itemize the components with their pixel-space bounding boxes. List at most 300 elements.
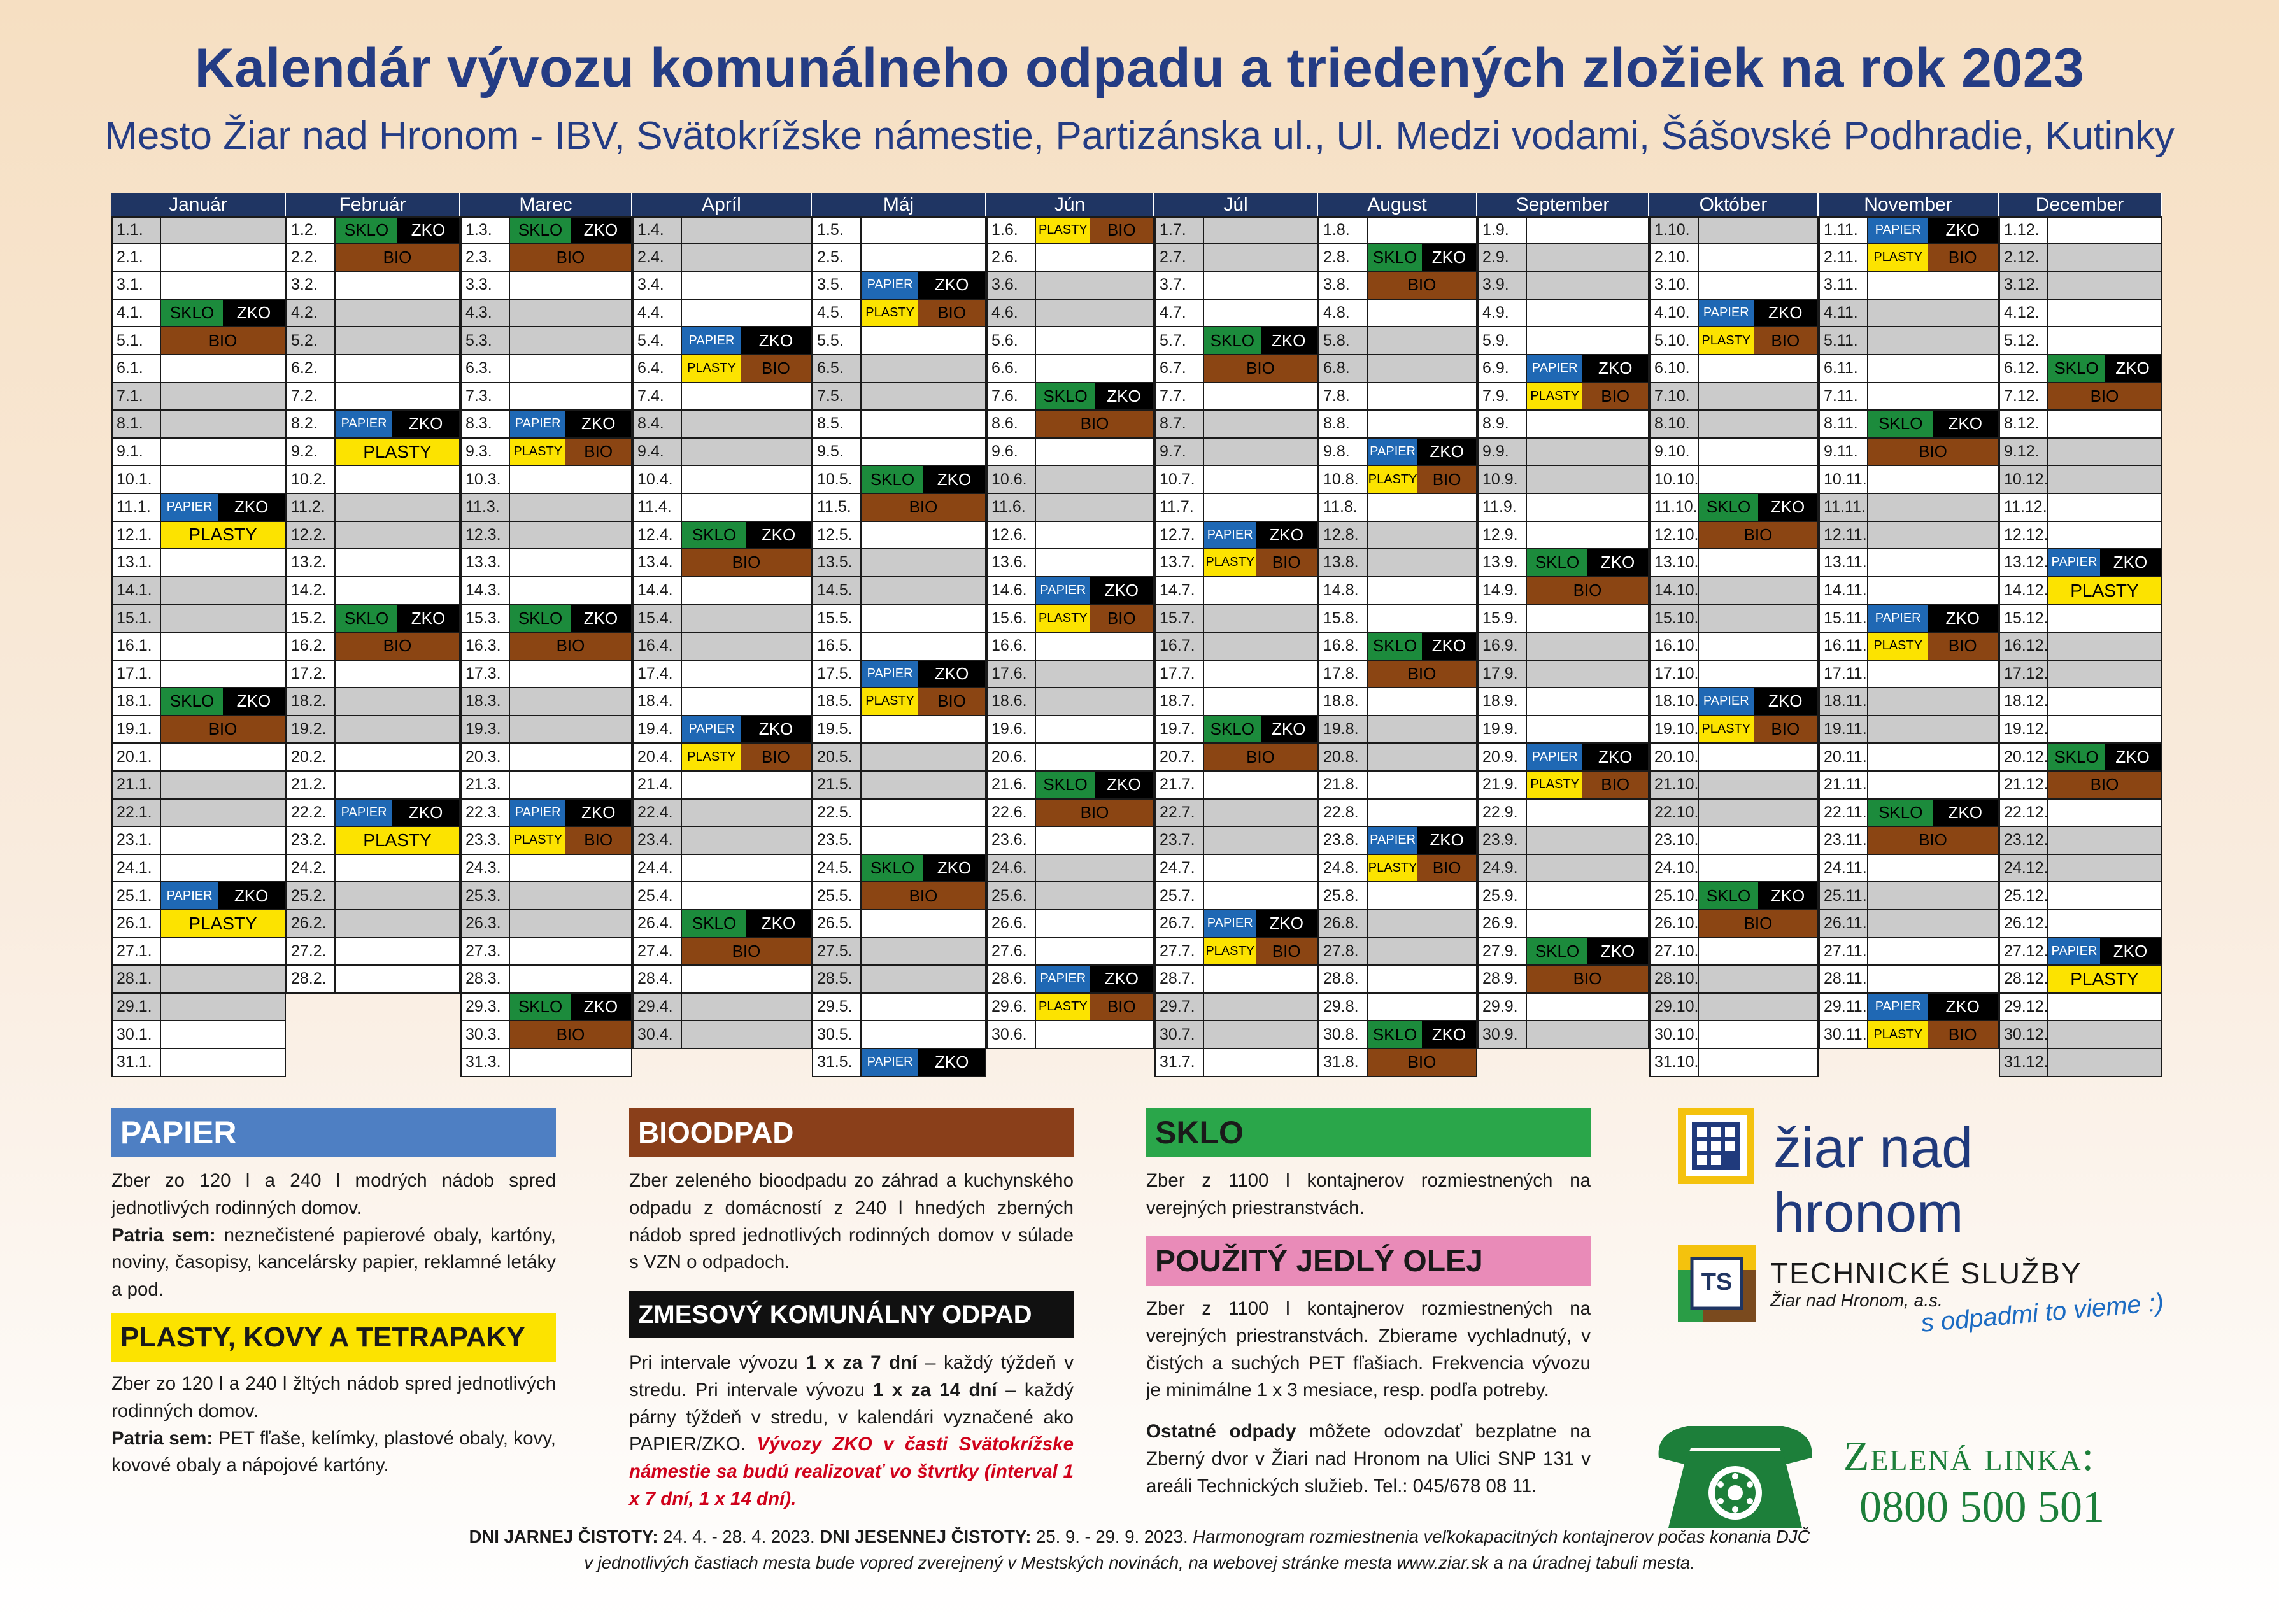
day-events [1868,910,1998,937]
day-events [682,605,811,632]
day-number: 30.9. [1479,1021,1527,1048]
day-number: 24.10. [1651,855,1699,882]
day-cell [460,522,632,550]
day-events [2048,910,2161,937]
day-events [2048,882,2161,909]
day-number: 4.11. [1820,300,1868,327]
day-events [1699,688,1817,715]
day-number: 20.1. [113,744,161,770]
day-cell [986,577,1154,605]
day-number: 3.8. [1319,272,1368,299]
day-cell [1318,272,1477,300]
day-number: 24.6. [988,855,1036,882]
day-cell [986,549,1154,577]
day-events [1868,827,1998,854]
day-number: 24.5. [813,855,862,882]
day-events [1368,218,1476,243]
event-plasty: PLASTY [1868,244,1928,271]
event-sklo: SKLO [2048,355,2105,382]
day-events [1527,272,1648,299]
day-cell [1477,494,1649,522]
day-cell [632,244,812,272]
day-cell [1477,827,1649,855]
day-events [682,218,811,243]
day-number: 25.3. [462,882,510,909]
day-number: 16.3. [462,633,510,660]
day-events [1368,994,1476,1020]
day-cell [1819,577,1999,605]
day-events [1204,272,1317,299]
legend-zko-text [629,1350,1074,1513]
day-cell [1999,938,2162,966]
legend-zko-t2: – každý týždeň v stredu. Pri intervale vývozu [629,1352,1074,1401]
month-header: Február [286,193,460,216]
day-events [1527,411,1648,437]
day-number: 12.4. [634,522,682,549]
event-zko: ZKO [392,800,459,826]
day-number: 10.6. [988,466,1036,493]
day-number: 26.6. [988,910,1036,937]
event-papier: PAPIER [1368,827,1417,854]
event-bio: BIO [1090,218,1153,243]
day-cell [812,466,986,494]
day-number: 31.8. [1319,1049,1368,1076]
day-number: 4.9. [1479,300,1527,327]
day-number: 12.12. [2000,522,2048,549]
day-number: 11.1. [113,494,161,521]
day-events [1699,910,1817,937]
event-plasty: PLASTY [1368,466,1417,493]
day-number: 4.1. [113,300,161,327]
day-events [862,383,985,410]
day-cell [1649,466,1819,494]
event-plasty: PLASTY [1699,327,1754,354]
day-events [862,300,985,327]
day-cell [111,882,286,910]
event-zko: ZKO [218,882,285,909]
day-events [1036,855,1153,882]
day-cell [1477,772,1649,800]
day-cell [812,827,986,855]
day-number: 19.12. [2000,716,2048,743]
day-number: 13.2. [287,549,336,576]
day-cell [1318,355,1477,383]
day-cell [1649,910,1819,938]
day-cell [986,855,1154,883]
day-number: 27.6. [988,938,1036,965]
day-cell [1819,938,1999,966]
day-number: 18.1. [113,688,161,715]
day-events [862,1021,985,1048]
day-cell [1819,494,1999,522]
day-events [1036,966,1153,992]
legend-sklo-title: SKLO [1155,1115,1244,1150]
day-cell [632,327,812,355]
day-events [1868,772,1998,798]
day-events [1527,827,1648,854]
event-bio: BIO [510,633,631,660]
footer-note-1: Harmonogram rozmiestnenia veľkokapacitných kontajnerov počas konania DJČ [1193,1527,1810,1546]
day-events [510,910,631,937]
day-number: 6.6. [988,355,1036,382]
day-cell [1649,605,1819,633]
day-cell [986,244,1154,272]
day-number: 3.1. [113,272,161,299]
day-number: 12.11. [1820,522,1868,549]
day-number: 19.10. [1651,716,1699,743]
day-cell [812,355,986,383]
day-cell [1318,633,1477,661]
day-number: 10.7. [1156,466,1204,493]
day-events [1868,549,1998,576]
day-cell [1649,272,1819,300]
day-number: 15.8. [1319,605,1368,632]
day-events [1868,300,1998,327]
event-sklo: SKLO [1699,882,1758,909]
legend-plasty-header [111,1313,556,1362]
day-events [1699,716,1817,743]
day-events [1036,411,1153,437]
day-cell [1819,882,1999,910]
day-cell [1477,355,1649,383]
day-cell [1649,661,1819,689]
day-cell [812,661,986,689]
day-events [336,383,459,410]
day-number: 16.7. [1156,633,1204,660]
event-bio: BIO [1256,938,1317,965]
day-events [1036,744,1153,770]
day-events [682,439,811,465]
day-events [1699,966,1817,992]
day-number: 27.11. [1820,938,1868,965]
event-zko: ZKO [1933,411,1998,437]
day-events [161,605,285,632]
day-cell [632,522,812,550]
day-events [682,688,811,715]
day-cell [1154,1049,1318,1077]
day-events [1368,827,1476,854]
day-cell [1154,355,1318,383]
day-cell [986,938,1154,966]
day-cell [1477,300,1649,328]
day-number: 9.10. [1651,439,1699,465]
day-events [1699,244,1817,271]
day-events [1368,1021,1476,1048]
day-cell [286,494,460,522]
event-sklo: SKLO [1036,772,1095,798]
day-events [1204,355,1317,382]
day-number: 29.7. [1156,994,1204,1020]
day-number: 12.6. [988,522,1036,549]
day-cell [460,383,632,411]
day-cell [1477,938,1649,966]
day-cell [1999,522,2162,550]
day-number: 29.9. [1479,994,1527,1020]
day-cell [1154,549,1318,577]
day-events [510,218,631,243]
day-cell [1154,855,1318,883]
day-cell [1819,411,1999,439]
day-events [1699,577,1817,604]
event-plasty: PLASTY [1204,938,1256,965]
day-number: 8.1. [113,411,161,437]
day-events [2048,411,2161,437]
day-cell [460,411,632,439]
day-events [510,383,631,410]
legend-bio-header [629,1108,1074,1157]
event-bio: BIO [1204,744,1317,770]
day-cell [1477,800,1649,828]
day-events [862,244,985,271]
day-events [1368,910,1476,937]
event-sklo: SKLO [336,605,397,632]
day-cell [460,966,632,994]
day-cell [632,994,812,1022]
day-events [682,411,811,437]
day-cell [1999,494,2162,522]
event-zko: ZKO [2100,938,2161,965]
day-events [1527,994,1648,1020]
legend-zko-b2: 1 x za 14 dní [873,1379,997,1401]
day-cell [111,1021,286,1049]
day-events [510,716,631,743]
day-events [862,466,985,493]
day-number: 14.4. [634,577,682,604]
day-events [1699,605,1817,632]
event-bio: BIO [1036,800,1153,826]
day-cell [986,216,1154,244]
day-events [1368,882,1476,909]
day-number: 25.10. [1651,882,1699,909]
day-cell [1477,744,1649,772]
day-cell [1999,244,2162,272]
day-number: 24.8. [1319,855,1368,882]
event-papier: PAPIER [1868,218,1928,243]
day-events [2048,272,2161,299]
day-number: 19.3. [462,716,510,743]
event-sklo: SKLO [682,910,746,937]
day-events [862,355,985,382]
day-number: 6.9. [1479,355,1527,382]
event-zko: ZKO [918,1049,985,1076]
day-events [1868,494,1998,521]
day-cell [632,216,812,244]
day-events [1368,549,1476,576]
event-bio: BIO [1928,633,1998,660]
day-number: 10.8. [1319,466,1368,493]
day-events [1368,327,1476,354]
day-number: 30.5. [813,1021,862,1048]
day-events [682,827,811,854]
event-zko: ZKO [1933,800,1998,826]
day-number: 2.4. [634,244,682,271]
day-events [336,300,459,327]
month-column [1649,193,1819,1076]
day-events [161,800,285,826]
event-zko: ZKO [1095,383,1153,410]
day-cell [460,605,632,633]
month-header: Marec [460,193,632,216]
day-events [1868,716,1998,743]
day-number: 30.4. [634,1021,682,1048]
event-zko: ZKO [741,327,811,354]
day-number: 11.6. [988,494,1036,521]
day-events [1527,577,1648,604]
day-events [1036,494,1153,521]
day-cell [1154,661,1318,689]
day-events [862,605,985,632]
day-cell [812,244,986,272]
day-number: 3.5. [813,272,862,299]
day-number: 24.7. [1156,855,1204,882]
day-number: 30.6. [988,1021,1036,1048]
event-papier: PAPIER [336,800,392,826]
day-cell [286,549,460,577]
day-events [161,244,285,271]
day-cell [632,688,812,716]
legend-plasty-text [111,1371,556,1479]
day-events [1699,827,1817,854]
day-number: 9.4. [634,439,682,465]
day-cell [986,494,1154,522]
day-events [1527,800,1648,826]
day-number: 10.5. [813,466,862,493]
event-bio: BIO [862,882,985,909]
day-events [862,661,985,688]
day-events [862,494,985,521]
day-events [1368,300,1476,327]
day-number: 7.6. [988,383,1036,410]
day-cell [1154,522,1318,550]
day-number: 18.7. [1156,688,1204,715]
day-number: 15.7. [1156,605,1204,632]
day-events [2048,494,2161,521]
day-cell [111,549,286,577]
day-cell [812,966,986,994]
day-number: 17.11. [1820,661,1868,688]
day-number: 6.1. [113,355,161,382]
day-number: 22.3. [462,800,510,826]
day-cell [111,855,286,883]
day-events [1036,882,1153,909]
day-events [510,577,631,604]
day-events [161,411,285,437]
day-events [2048,300,2161,327]
day-number: 8.5. [813,411,862,437]
day-events [510,827,631,854]
event-plasty: PLASTY [1036,605,1090,632]
day-cell [286,910,460,938]
day-cell [1318,1021,1477,1049]
event-plasty: PLASTY [2048,966,2161,992]
event-bio: BIO [1582,772,1648,798]
event-papier: PAPIER [1527,355,1582,382]
event-bio: BIO [1928,244,1998,271]
day-cell [632,383,812,411]
day-number: 23.5. [813,827,862,854]
legend-plasty-patria-text: PET fľaše, kelímky, plastové obaly, kovy, kovové obaly a nápojové kartóny. [111,1427,556,1476]
footer [0,1523,2279,1576]
day-cell [1819,716,1999,744]
calendar-grid [111,193,2162,1076]
day-number: 6.5. [813,355,862,382]
day-events [1699,938,1817,965]
day-events [1527,522,1648,549]
day-cell [1819,439,1999,467]
day-number: 8.4. [634,411,682,437]
day-events [1036,800,1153,826]
day-number: 21.3. [462,772,510,798]
event-papier: PAPIER [1699,300,1754,327]
day-events [682,244,811,271]
day-number: 23.10. [1651,827,1699,854]
day-number: 26.7. [1156,910,1204,937]
day-cell [986,605,1154,633]
hotline-number: 0800 500 501 [1859,1483,2105,1532]
day-cell [1318,494,1477,522]
day-cell [1318,772,1477,800]
day-cell [1477,411,1649,439]
legend-zko-t1: Pri intervale vývozu [629,1352,806,1373]
day-number: 29.8. [1319,994,1368,1020]
day-events [1527,910,1648,937]
event-papier: PAPIER [1868,994,1928,1020]
day-number: 23.2. [287,827,336,854]
day-cell [460,716,632,744]
event-zko: ZKO [397,218,459,243]
day-events [682,549,811,576]
day-number: 12.9. [1479,522,1527,549]
day-cell [812,216,986,244]
day-number: 27.12. [2000,938,2048,965]
day-cell [1154,494,1318,522]
day-cell [1999,272,2162,300]
day-events [862,439,985,465]
day-events [2048,577,2161,604]
event-papier: PAPIER [1204,522,1256,549]
day-number: 23.4. [634,827,682,854]
day-events [862,549,985,576]
day-events [1204,577,1317,604]
day-events [862,772,985,798]
event-bio: BIO [682,938,811,965]
day-number: 28.8. [1319,966,1368,992]
day-number: 25.9. [1479,882,1527,909]
event-zko: ZKO [1422,1021,1476,1048]
day-events [1699,772,1817,798]
day-events [1204,439,1317,465]
day-cell [1154,244,1318,272]
day-number: 25.7. [1156,882,1204,909]
day-cell [632,882,812,910]
day-cell [1999,661,2162,689]
day-number: 19.1. [113,716,161,743]
day-number: 2.2. [287,244,336,271]
day-cell [986,300,1154,328]
event-plasty: PLASTY [336,827,459,854]
day-number: 19.9. [1479,716,1527,743]
day-cell [1154,910,1318,938]
page-title: Kalendár vývozu komunálneho odpadu a triedených zložiek na rok 2023 [194,38,2085,99]
day-number: 25.12. [2000,882,2048,909]
event-zko: ZKO [2100,549,2161,576]
day-events [1868,1021,1998,1048]
hotline-label: Zelená linka: [1843,1433,2095,1479]
day-number: 17.2. [287,661,336,688]
day-cell [286,411,460,439]
day-cell [812,855,986,883]
day-number: 20.6. [988,744,1036,770]
